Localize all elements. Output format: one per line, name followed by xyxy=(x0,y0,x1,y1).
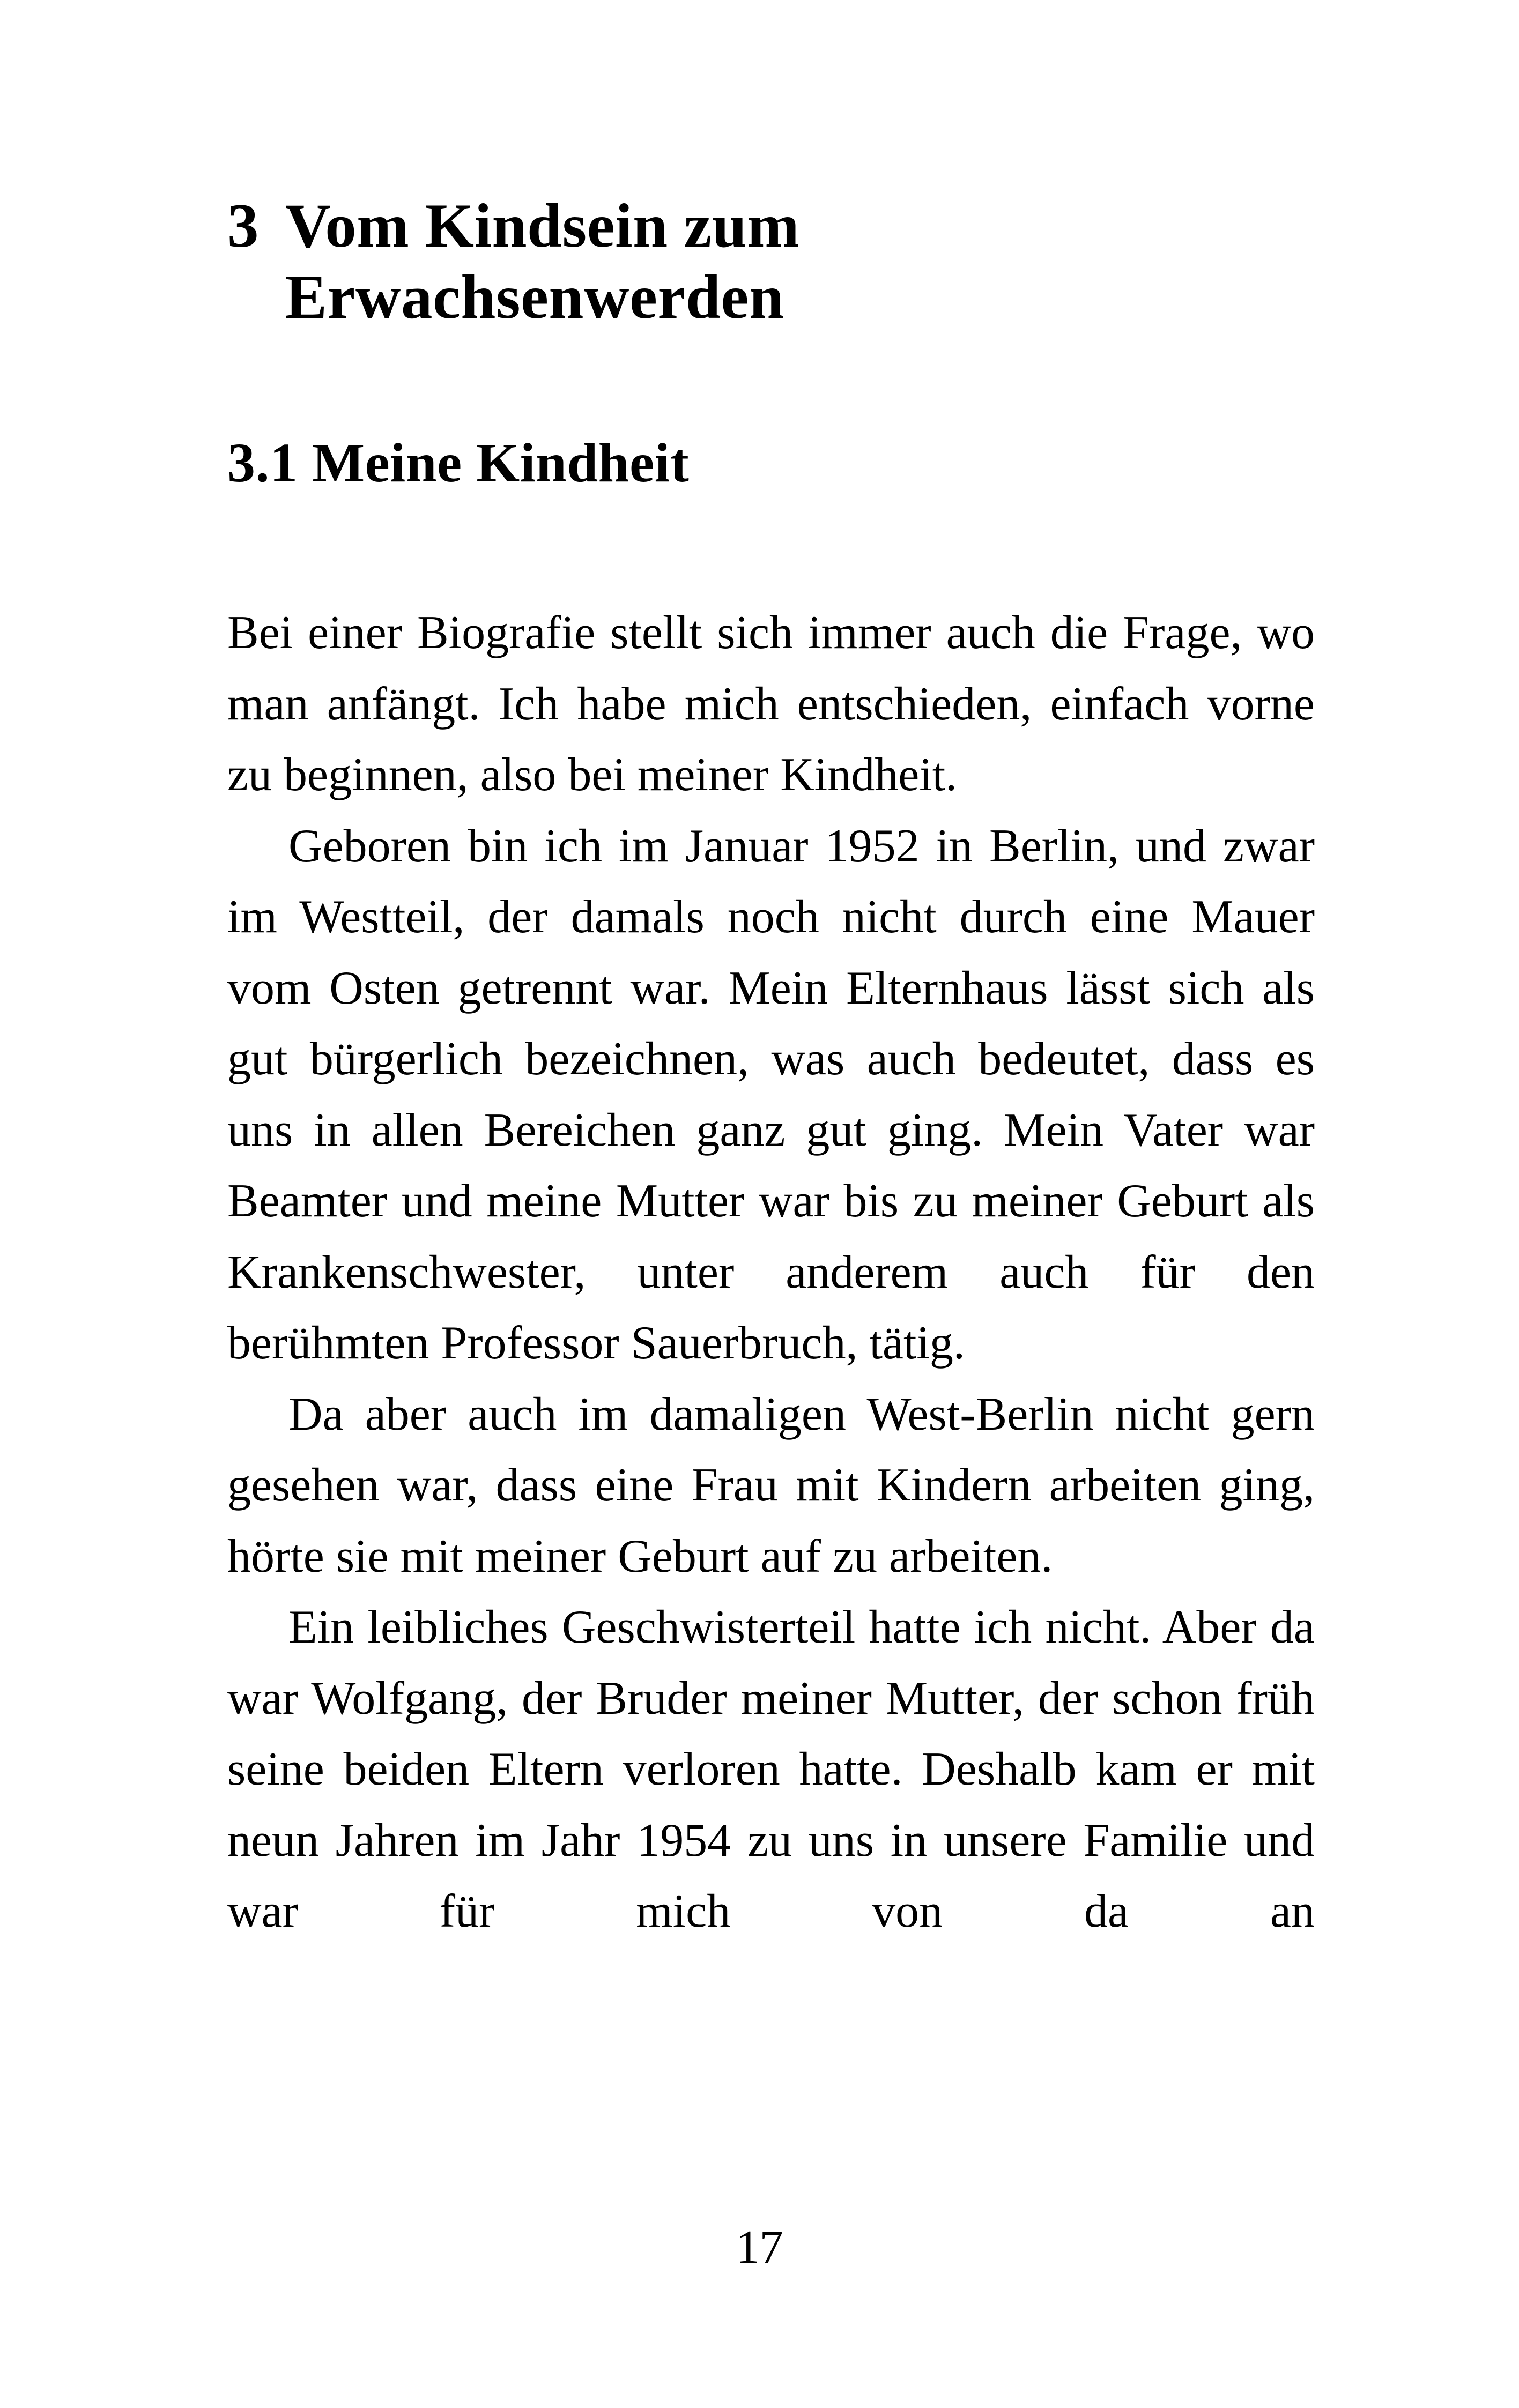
paragraph-4: Ein leibliches Geschwisterteil hatte ich nicht. Aber da war Wolfgang, der Bruder meiner Mutter, der schon früh seine beiden Eltern verloren hatte. Deshalb kam er mit neun Jahren im Jahr 1954 zu uns in unsere Familie und war für mich von da an xyxy=(227,1601,1315,1937)
chapter-title: Vom Kindsein zum Erwachsenwerden xyxy=(285,191,800,332)
book-page xyxy=(227,190,1315,1948)
body-text xyxy=(227,598,1315,1948)
chapter-heading xyxy=(227,190,1315,333)
paragraph-2: Geboren bin ich im Januar 1952 in Berlin, und zwar im Westteil, der damals noch nicht durch eine Mauer vom Osten getrennt war. Mein Elternhaus lässt sich als gut bürgerlich bezeichnen, was auch bedeutet, dass es uns in allen Bereichen ganz gut ging. Mein Vater war Beamter und meine Mutter war bis zu meiner Geburt als Krankenschwester, unter anderem auch für den berühmten Professor Sauerbruch, tätig. xyxy=(227,820,1315,1369)
paragraph-1: Bei einer Biografie stellt sich immer auch die Frage, wo man anfängt. Ich habe mich entschieden, einfach vorne zu beginnen, also bei meiner Kindheit. xyxy=(227,607,1315,801)
paragraph-3: Da aber auch im damaligen West-Berlin nicht gern gesehen war, dass eine Frau mit Kindern arbeiten ging, hörte sie mit meiner Geburt auf zu arbeiten. xyxy=(227,1388,1315,1582)
page-number: 17 xyxy=(736,2221,783,2273)
section-heading: 3.1 Meine Kindheit xyxy=(227,432,690,494)
chapter-number: 3 xyxy=(227,191,259,261)
